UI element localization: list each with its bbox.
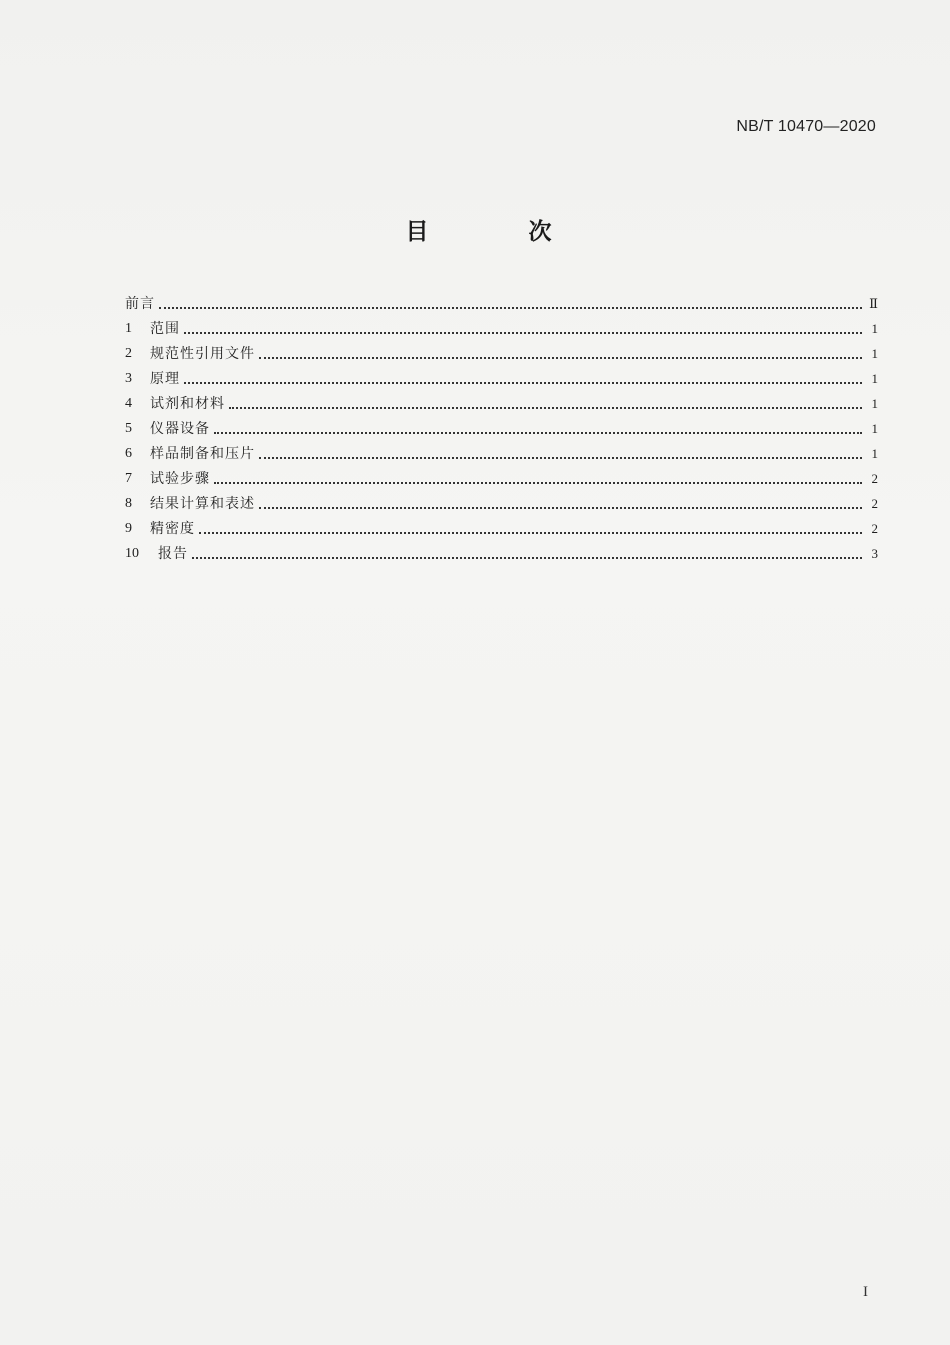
- page-number: I: [863, 1284, 868, 1300]
- toc-entry-normative-references[interactable]: [125, 338, 878, 363]
- table-of-contents: [125, 288, 878, 563]
- toc-entry-page: 2: [871, 496, 878, 511]
- toc-leader-dots: [259, 357, 862, 359]
- toc-entry-label: 前言: [125, 296, 155, 312]
- toc-entry-page: 2: [871, 471, 878, 486]
- toc-entry-test-procedure[interactable]: [125, 463, 878, 488]
- toc-entry-label: 仪器设备: [150, 421, 210, 437]
- toc-leader-dots: [259, 507, 862, 509]
- toc-entry-sample-preparation[interactable]: [125, 438, 878, 463]
- toc-entry-number: 2: [125, 346, 132, 361]
- toc-entry-page: 3: [871, 546, 878, 561]
- toc-entry-page: 1: [871, 421, 878, 436]
- toc-entry-precision[interactable]: [125, 513, 878, 538]
- toc-entry-page: 2: [871, 521, 878, 536]
- toc-entry-label: 试剂和材料: [150, 396, 225, 412]
- toc-entry-page: Ⅱ: [869, 296, 878, 311]
- toc-entry-page: 1: [871, 371, 878, 386]
- toc-entry-reagents[interactable]: [125, 388, 878, 413]
- toc-entry-page: 1: [871, 396, 878, 411]
- toc-entry-label: 报告: [158, 546, 188, 562]
- toc-leader-dots: [229, 407, 862, 409]
- toc-entry-number: 8: [125, 496, 132, 511]
- toc-leader-dots: [159, 307, 862, 309]
- toc-leader-dots: [184, 332, 862, 334]
- toc-entry-page: 1: [871, 446, 878, 461]
- toc-entry-number: 3: [125, 371, 132, 386]
- toc-leader-dots: [214, 482, 862, 484]
- toc-entry-label: 结果计算和表述: [150, 496, 255, 512]
- toc-entry-number: 1: [125, 321, 132, 336]
- document-code: NB/T 10470—2020: [736, 118, 876, 135]
- toc-entry-number: 6: [125, 446, 132, 461]
- toc-entry-number: 7: [125, 471, 132, 486]
- toc-entry-number: 9: [125, 521, 132, 536]
- toc-entry-label: 样品制备和压片: [150, 446, 255, 462]
- toc-entry-principle[interactable]: [125, 363, 878, 388]
- toc-entry-page: 1: [871, 321, 878, 336]
- toc-entry-label: 精密度: [150, 521, 195, 537]
- toc-leader-dots: [184, 382, 862, 384]
- toc-entry-number: 4: [125, 396, 132, 411]
- toc-entry-apparatus[interactable]: [125, 413, 878, 438]
- toc-entry-report[interactable]: [125, 538, 878, 563]
- toc-entry-number: 10: [125, 546, 139, 561]
- toc-leader-dots: [199, 532, 862, 534]
- toc-leader-dots: [259, 457, 862, 459]
- toc-entry-label: 原理: [150, 371, 180, 387]
- toc-entry-label: 规范性引用文件: [150, 346, 255, 362]
- toc-title: 目 次: [405, 219, 598, 245]
- toc-entry-scope[interactable]: [125, 313, 878, 338]
- toc-entry-calculation[interactable]: [125, 488, 878, 513]
- toc-leader-dots: [192, 557, 862, 559]
- toc-entry-label: 试验步骤: [150, 471, 210, 487]
- toc-leader-dots: [214, 432, 862, 434]
- toc-entry-number: 5: [125, 421, 132, 436]
- toc-entry-label: 范围: [150, 321, 180, 337]
- toc-entry-page: 1: [871, 346, 878, 361]
- toc-entry-foreword[interactable]: [125, 288, 878, 313]
